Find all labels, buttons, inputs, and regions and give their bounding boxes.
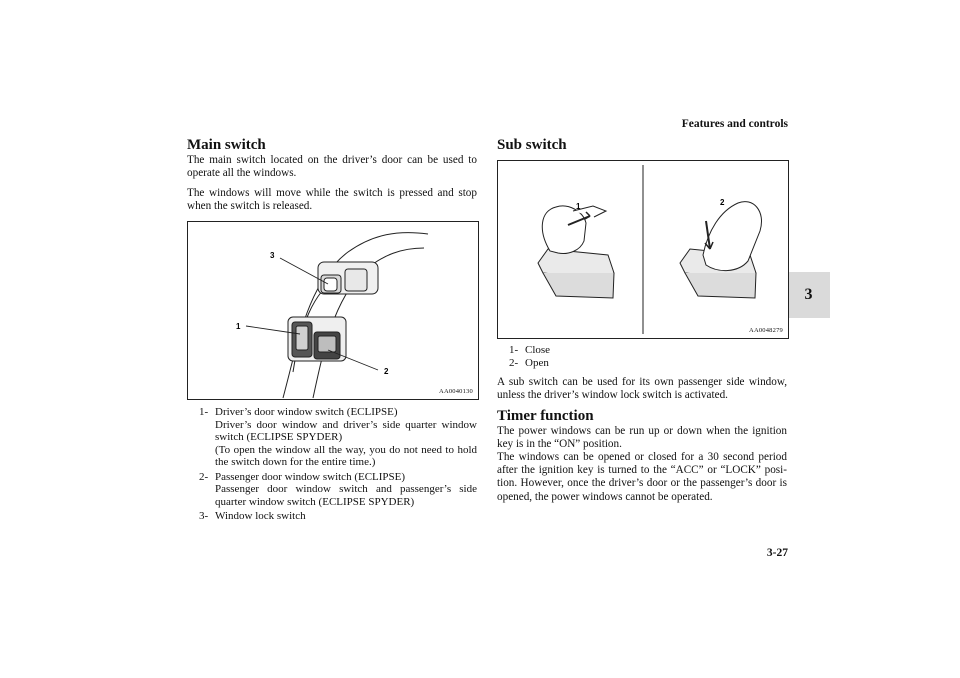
callout-1: 1 xyxy=(236,322,241,331)
main-switch-figure xyxy=(187,221,479,400)
figure-code: AA0040130 xyxy=(439,388,473,395)
main-switch-legend xyxy=(199,406,477,523)
legend-item: 1- Driver’s door window switch (ECLIPSE) Driver’s door window and driver’s side quarter window switch (ECLIPSE SPYDER) (To open the window all the way, you do not need to hold the switch down for the entire time.) xyxy=(199,406,477,468)
callout-3: 3 xyxy=(270,251,275,260)
page-number: 3-27 xyxy=(766,547,788,559)
door-switch-illustration xyxy=(188,222,478,399)
sub-switch-heading: Sub switch xyxy=(497,137,567,153)
chapter-tab: 3 xyxy=(787,272,830,318)
sub-switch-figure xyxy=(497,160,789,339)
callout-1: 1 xyxy=(576,202,581,211)
running-header: Features and controls xyxy=(681,118,788,130)
callout-2: 2 xyxy=(720,198,725,207)
main-switch-para-2: The windows will move while the switch is pressed and stop when the switch is released. xyxy=(187,187,477,213)
main-switch-para-1: The main switch located on the driver’s door can be used to operate all the windows. xyxy=(187,154,477,180)
legend-item: 2- Passenger door window switch (ECLIPSE) Passenger door window switch and passenger’s side quarter window switch (ECLIPSE SPYDER) xyxy=(199,470,477,508)
legend-item: 1- Close xyxy=(509,344,551,356)
timer-para-1: The power windows can be run up or down when the ignition key is in the “ON” position. xyxy=(497,425,787,451)
sub-switch-legend xyxy=(509,344,787,369)
timer-function-heading: Timer function xyxy=(497,408,594,424)
timer-para-2: The windows can be opened or closed for a 30 second period after the ignition key is turned to the “ACC” or “LOCK” posi-tion. However, once the driver’s door or the passenger’s door is opened, the power windows cannot be operated. xyxy=(497,451,787,503)
sub-switch-illustration xyxy=(498,161,788,338)
figure-code: AA0048279 xyxy=(749,327,783,334)
sub-switch-para: A sub switch can be used for its own passenger side window, unless the driver’s window lock switch is activated. xyxy=(497,376,787,402)
callout-2: 2 xyxy=(384,367,389,376)
legend-item: 2- Open xyxy=(509,356,549,369)
legend-item: 3- Window lock switch xyxy=(199,510,306,522)
main-switch-heading: Main switch xyxy=(187,137,266,153)
